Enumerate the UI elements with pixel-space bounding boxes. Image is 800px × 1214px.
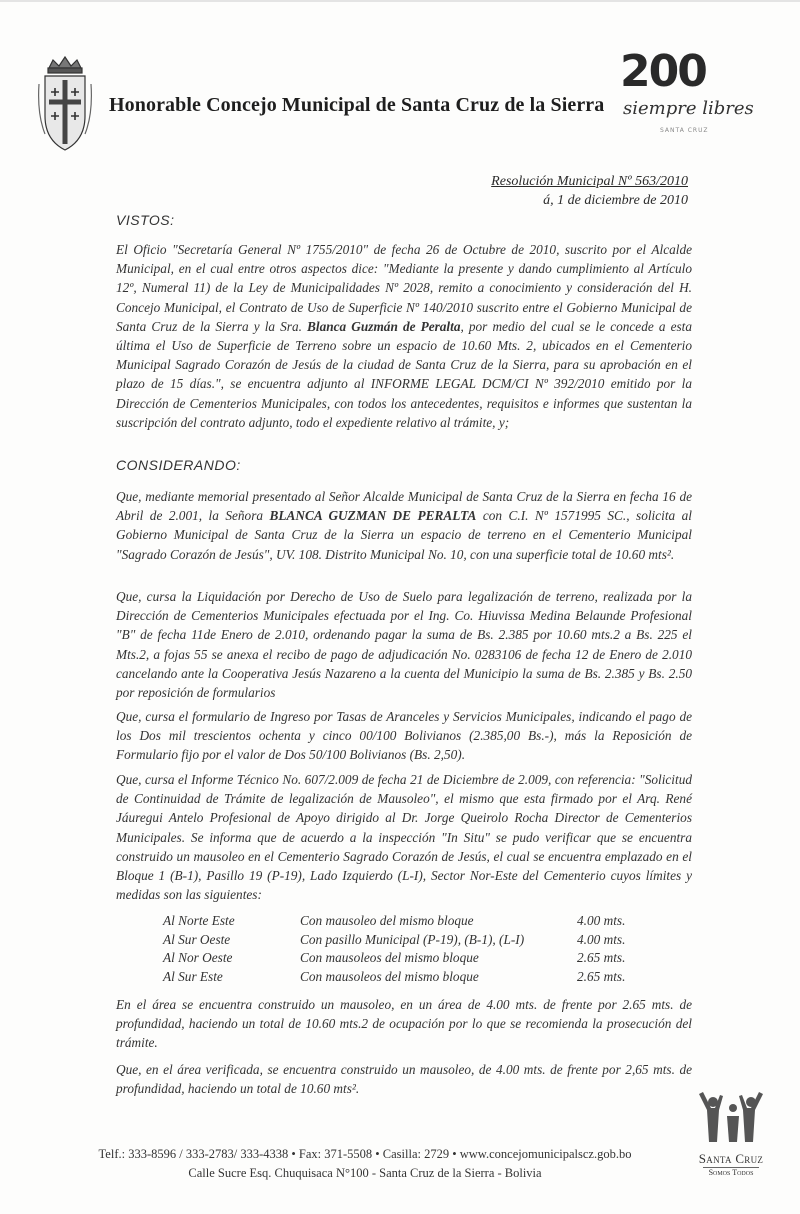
santa-cruz-figures-icon	[693, 1090, 769, 1146]
limit-side: Al Sur Este	[163, 968, 223, 984]
considerando-text-b: con C.I. Nº 1571995 SC., solicita al Gobierno Municipal de Santa Cruz de la Sierra un espacio de terreno en el Cementerio Municipal "Sagrado Corazón de Jesús", UV. 108. Distrito Municipal No. 10, con una superficie total de 10.60 mts².	[116, 508, 692, 562]
limit-measure: 2.65 mts.	[577, 968, 626, 984]
coat-of-arms-icon	[35, 54, 95, 154]
limit-side: Al Nor Oeste	[163, 950, 233, 965]
bicentennial-logo-subtext: SANTA CRUZ	[660, 127, 709, 134]
organization-name: Honorable Concejo Municipal de Santa Cruz de la Sierra	[109, 94, 605, 116]
considerando-text-a: Que, mediante memorial presentado al Señor Alcalde Municipal de Santa Cruz de la Sierra en fecha 16 de Abril de 2.001, la Señora	[116, 489, 692, 524]
considerando-paragraph-2: Que, cursa la Liquidación por Derecho de Uso de Suelo para legalización de terreno, realizada por la Dirección de Cementerios Municipales efectuada por el Ing. Co. Hiuvissa Medina Belaunde Profesional "B" de fecha 11de Enero de 2.010, ordenando pagar la suma de Bs. 2.385 por 10.60 mts.2 a Bs. 225 el Mts.2, a fojas 55 se anexa el recibo de pago de adjudicación No. 0283106 de fecha 12 de Enero de 2.010 cancelando ante la Cooperativa Jesús Nazareno a la cuenta del Municipio la suma de Bs. 2.385 y Bs. 2.50 por reposición de formularios	[116, 589, 692, 701]
considerando-paragraph-1	[116, 487, 692, 564]
limit-measure: 2.65 mts.	[577, 950, 626, 965]
considerando-heading: CONSIDERANDO:	[116, 457, 241, 473]
limit-side: Al Sur Oeste	[163, 931, 231, 947]
footer-contact: Telf.: 333-8596 / 333-2783/ 333-4338 • Fax: 371-5508 • Casilla: 2729 • www.concejomunicipalscz.gob.bo	[98, 1147, 632, 1161]
bicentennial-logo-tagline: siempre libres	[623, 98, 754, 119]
santa-cruz-logo-name: Santa Cruz	[698, 1151, 764, 1166]
vistos-text-a: El Oficio "Secretaría General Nº 1755/2010" de fecha 26 de Octubre de 2010, suscrito por el Alcalde Municipal, en el cual entre otros aspectos dice: "Mediante la presente y dando cumplimiento al Artículo 12º, Numeral 11) de la Ley de Municipalidades Nº 2028, remito a conocimiento y consideración del H. Concejo Municipal, el Contrato de Uso de Superficie Nº 140/2010 suscrito entre el Gobierno Municipal de Santa Cruz de la Sierra y la Sra.	[116, 242, 692, 334]
vistos-person-name: Blanca Guzmán de Peralta	[307, 318, 461, 334]
vistos-paragraph	[116, 240, 692, 432]
vistos-heading: VISTOS:	[116, 212, 175, 228]
bicentennial-logo-number: 200	[620, 46, 706, 97]
footer-address: Calle Sucre Esq. Chuquisaca N°100 - Santa Cruz de la Sierra - Bolivia	[188, 1166, 542, 1180]
limit-description: Con pasillo Municipal (P-19), (B-1), (L-I)	[300, 931, 525, 947]
santa-cruz-logo	[693, 1090, 769, 1180]
limit-measure: 4.00 mts.	[577, 931, 626, 947]
vistos-text-b: , por medio del cual se le concede a esta última el Uso de Superficie de Terreno sobre un espacio de 10.60 Mts. 2, ubicados en el Cementerio Municipal Sagrado Corazón de Jesús de la ciudad de Santa Cruz de la Sierra, para su aprobación en el plazo de 15 días.", se encuentra adjunto al INFORME LEGAL DCM/CI Nº 392/2010 emitido por la Dirección de Cementerios Municipales, con todos los antecedentes, requisitos e informes que sustentan la suscripción del contrato adjunto, todo el expediente relativo al trámite, y;	[116, 318, 692, 430]
limit-side: Al Norte Este	[163, 913, 235, 928]
considerando-paragraph-6: Que, en el área verificada, se encuentra construido un mausoleo, de 4.00 mts. de frente por 2,65 mts. de profundidad, haciendo un total de 10.60 mts².	[116, 1062, 692, 1097]
considerando-paragraph-4: Que, cursa el Informe Técnico No. 607/2.009 de fecha 21 de Diciembre de 2.009, con referencia: "Solicitud de Continuidad de Trámite de legalización de Mausoleo", el mismo que esta firmado por el Arq. René Jáuregui Antelo Profesional de Apoyo dirigido al Dr. Jorge Queirolo Rocha Director de Cementerios Municipales. Se informa que de acuerdo a la inspección "In Situ" se pudo verificar que se encuentra construido un mausoleo en el Cementerio Sagrado Corazón de Jesús, el cual se encuentra emplazado en el Bloque 1 (B-1), Pasillo 19 (P-19), Lado Izquierdo (L-I), Sector Nor-Este del Cementerio cuyos límites y medidas son las siguientes:	[116, 772, 692, 903]
limit-description: Con mausoleos del mismo bloque	[300, 968, 479, 984]
limit-description: Con mausoleos del mismo bloque	[300, 950, 479, 965]
considerando-paragraph-3: Que, cursa el formulario de Ingreso por Tasas de Aranceles y Servicios Municipales, indicando el pago de los Dos mil trescientos ochenta y cinco 00/100 Bolivianos (2.385,00 Bs.-), más la Reposición de Formulario fijo por el valor de Dos 50/100 Bolivianos (Bs. 2,50).	[116, 709, 692, 763]
limit-description: Con mausoleo del mismo bloque	[300, 913, 474, 928]
considerando-person-name: BLANCA GUZMAN DE PERALTA	[269, 508, 477, 524]
limit-measure: 4.00 mts.	[577, 913, 626, 928]
resolution-block	[491, 172, 688, 210]
resolution-date: á, 1 de diciembre de 2010	[543, 193, 688, 208]
resolution-title: Resolución Municipal Nº 563/2010	[491, 174, 688, 189]
considerando-paragraph-5: En el área se encuentra construido un mausoleo, en un área de 4.00 mts. de frente por 2.65 mts. de profundidad, haciendo un total de 10.60 mts.2 de ocupación por lo que se recomienda la prosecución del trámite.	[116, 997, 692, 1051]
santa-cruz-logo-slogan: Somos Todos	[703, 1167, 759, 1177]
